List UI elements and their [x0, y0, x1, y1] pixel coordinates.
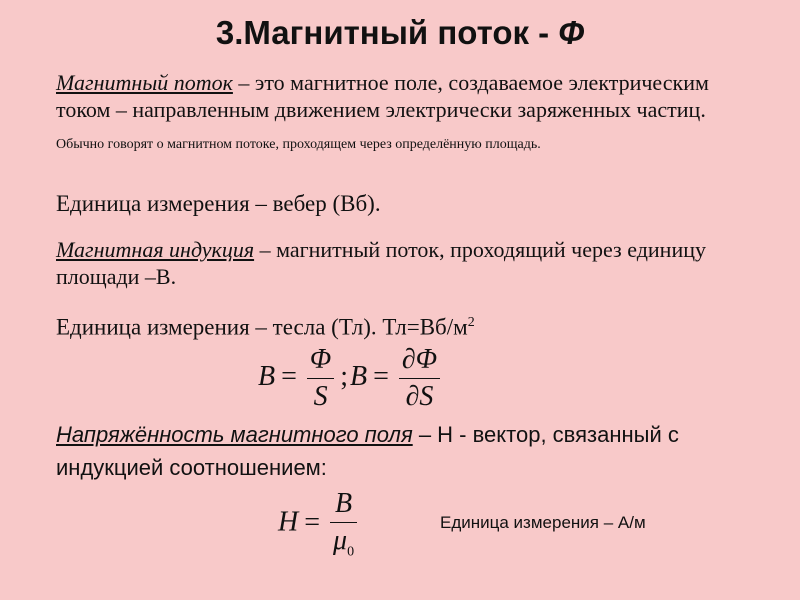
formula2-den-subscript: 0: [347, 544, 355, 560]
formula1-eq1: =: [281, 360, 297, 392]
induction-formula: [258, 344, 444, 413]
formula1-lhs1: B: [258, 360, 276, 392]
formula1-den1: S: [313, 381, 328, 412]
induction-definition: [56, 236, 756, 290]
formula1-den2: ∂S: [405, 381, 434, 412]
flux-unit: Единица измерения – вебер (Вб).: [56, 191, 381, 216]
formula2-den-symbol: μ: [333, 525, 348, 556]
formula1-fraction1: [307, 344, 334, 413]
formula1-eq2: =: [373, 360, 389, 392]
induction-unit-power: 2: [467, 315, 475, 330]
title-text: 3.Магнитный поток -: [215, 14, 559, 51]
page-title: [0, 14, 800, 52]
induction-unit-text: Единица измерения – тесла (Тл). Тл=Вб/м: [56, 314, 468, 340]
formula2-eq: =: [304, 506, 321, 538]
formula1-fraction2: [399, 344, 440, 413]
field-strength-definition-text: – Н - вектор, связанный с индукцией соотношением:: [56, 422, 679, 480]
formula1-sep: ;: [340, 360, 349, 392]
flux-note: Обычно говорят о магнитном потоке, проходящем через определённую площадь.: [56, 137, 541, 152]
field-strength-unit: Единица измерения – А/м: [440, 513, 646, 532]
field-strength-definition: [56, 418, 776, 484]
formula2-num: B: [335, 488, 353, 519]
title-symbol: Ф: [558, 14, 585, 51]
formula1-num1: Φ: [309, 344, 332, 375]
induction-definition-text: – магнитный поток, проходящий через единицу площади –В.: [56, 237, 706, 289]
formula2-fraction: [330, 488, 357, 561]
field-strength-term: Напряжённость магнитного поля: [56, 422, 413, 447]
field-strength-formula: [278, 488, 361, 561]
induction-term: Магнитная индукция: [56, 237, 255, 262]
flux-definition: [56, 69, 756, 158]
formula2-den: [330, 523, 357, 561]
formula1-lhs2: B: [350, 360, 368, 392]
formula2-lhs: H: [278, 506, 299, 538]
induction-unit: [56, 309, 756, 341]
flux-term: Магнитный поток: [56, 70, 233, 95]
flux-definition-text: – это магнитное поле, создаваемое электрическим током – направленным движением электрически заряженных частиц.: [56, 70, 709, 122]
formula1-num2: ∂Φ: [401, 344, 438, 375]
